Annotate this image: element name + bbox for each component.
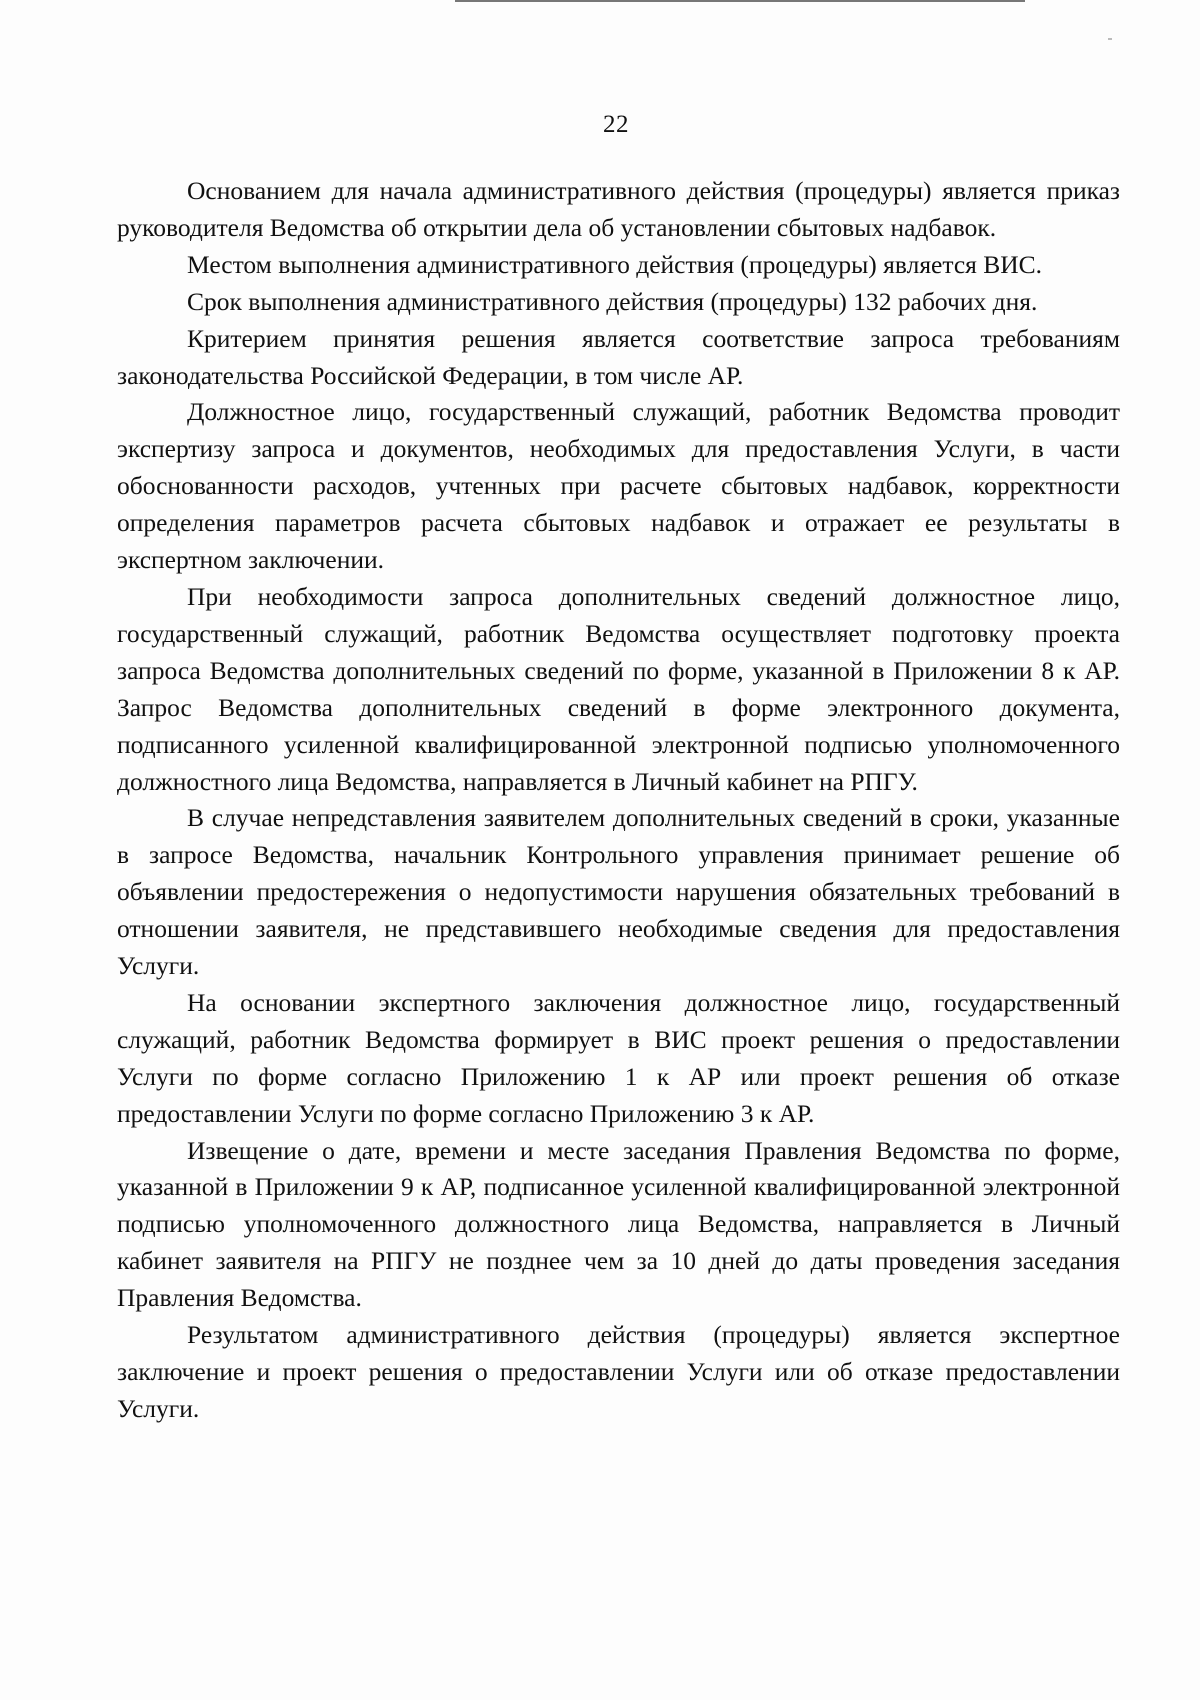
page-number: 22: [603, 111, 629, 138]
paragraph-term: Срок выполнения административного действия (процедуры) 132 рабочих дня.: [187, 286, 1038, 316]
paragraph-additional-request: При необходимости запроса дополнительных сведений должностное лицо, государственный служащий, работник Ведомства осуществляет подготовку проекта запроса Ведомства дополнительных сведений по форме, указанной в Приложении 8 к АР. Запрос Ведомства дополнительных сведений в форме электронного документа, подписанного усиленной квалифицированной электронной подписью уполномоченного должностного лица Ведомства, направляется в Личный кабинет на РПГУ.: [117, 581, 1120, 796]
body-text: [117, 173, 1120, 1428]
paragraph-expertise: Должностное лицо, государственный служащий, работник Ведомства проводит экспертизу запроса и документов, необходимых для предоставления Услуги, в части обоснованности расходов, учтенных при расчете сбытовых надбавок, корректности определения параметров расчета сбытовых надбавок и отражает ее результаты в экспертном заключении.: [117, 397, 1120, 575]
scan-speck: [1108, 38, 1112, 40]
paragraph-result: Результатом административного действия (процедуры) является экспертное заключение и проект решения о предоставлении Услуги или об отказе предоставлении Услуги.: [117, 1320, 1120, 1423]
paragraph-non-submission: В случае непредставления заявителем дополнительных сведений в сроки, указанные в запросе Ведомства, начальник Контрольного управления принимает решение об объявлении предостережения о недопустимости нарушения обязательных требований в отношении заявителя, не представившего необходимые сведения для предоставления Услуги.: [117, 803, 1120, 981]
paragraph-place: Местом выполнения административного действия (процедуры) является ВИС.: [187, 249, 1043, 279]
paragraph-draft-decision: На основании экспертного заключения должностное лицо, государственный служащий, работник Ведомства формирует в ВИС проект решения о предоставлении Услуги по форме согласно Приложению 1 к АР или проект решения об отказе предоставлении Услуги по форме согласно Приложению 3 к АР.: [117, 987, 1120, 1128]
paragraph-meeting-notice: Извещение о дате, времени и месте заседания Правления Ведомства по форме, указанной в Приложении 9 к АР, подписанное усиленной квалифицированной электронной подписью уполномоченного должностного лица Ведомства, направляется в Личный кабинет заявителя на РПГУ не позднее чем за 10 дней до даты проведения заседания Правления Ведомства.: [117, 1135, 1120, 1313]
scan-edge-line: [455, 0, 1025, 2]
paragraph-basis: Основанием для начала административного действия (процедуры) является приказ руководителя Ведомства об открытии дела об установлении сбытовых надбавок.: [117, 176, 1120, 242]
paragraph-criterion: Критерием принятия решения является соответствие запроса требованиям законодательства Российской Федерации, в том числе АР.: [117, 323, 1120, 390]
